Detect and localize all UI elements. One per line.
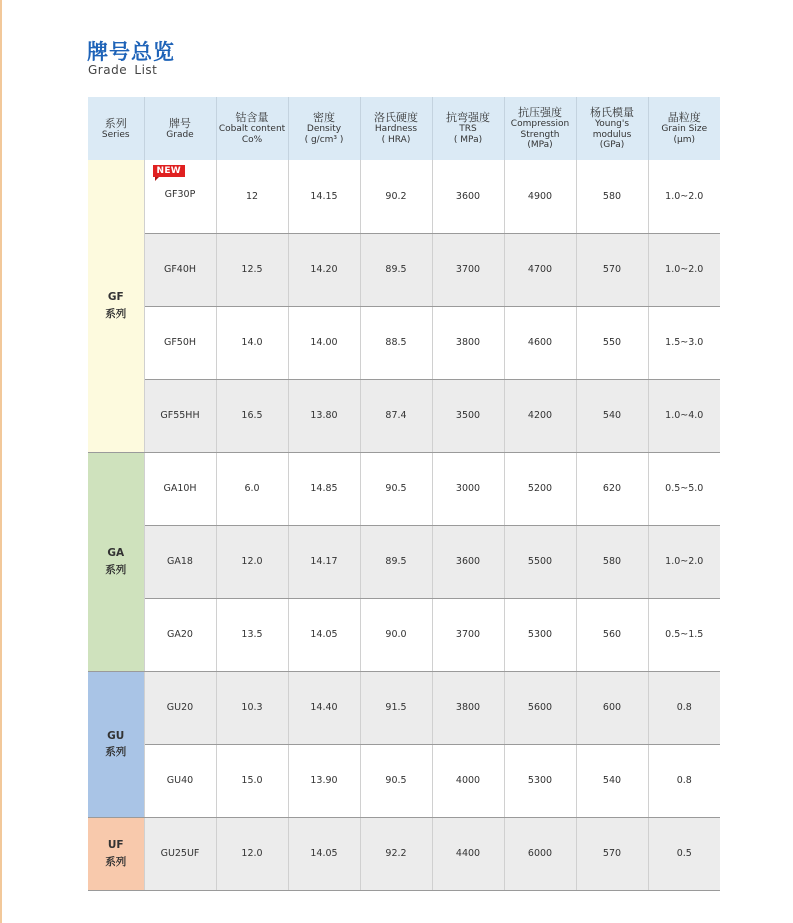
cobalt-cell: 12.5 — [216, 233, 288, 306]
grade-cell: GF55HH — [144, 379, 216, 452]
header-grain: 晶粒度 Grain Size (μm) — [648, 97, 720, 160]
density-cell: 13.90 — [288, 744, 360, 817]
grain-cell: 1.0~2.0 — [648, 525, 720, 598]
trs-cell: 4000 — [432, 744, 504, 817]
table-row — [88, 671, 720, 744]
series-cell-uf: UF 系列 — [88, 817, 144, 890]
density-cell: 14.17 — [288, 525, 360, 598]
grade-cell: GU20 — [144, 671, 216, 744]
grade-cell: GA18 — [144, 525, 216, 598]
grain-cell: 1.0~4.0 — [648, 379, 720, 452]
table-row — [88, 598, 720, 671]
youngs-cell: 550 — [576, 306, 648, 379]
youngs-cell: 560 — [576, 598, 648, 671]
hardness-cell: 89.5 — [360, 525, 432, 598]
hardness-cell: 90.2 — [360, 160, 432, 233]
grade-cell: GA10H — [144, 452, 216, 525]
grain-cell: 1.0~2.0 — [648, 233, 720, 306]
trs-cell: 3000 — [432, 452, 504, 525]
compression-cell: 5300 — [504, 744, 576, 817]
grade-cell: GU40 — [144, 744, 216, 817]
density-cell: 13.80 — [288, 379, 360, 452]
header-compression: 抗压强度 Compression Strength (MPa) — [504, 97, 576, 160]
youngs-cell: 570 — [576, 817, 648, 890]
table-header-row — [88, 97, 720, 160]
new-badge: NEW — [153, 165, 186, 177]
trs-cell: 3500 — [432, 379, 504, 452]
grain-cell: 0.8 — [648, 671, 720, 744]
density-cell: 14.85 — [288, 452, 360, 525]
grain-cell: 1.5~3.0 — [648, 306, 720, 379]
density-cell: 14.15 — [288, 160, 360, 233]
page-left-rule — [0, 0, 2, 923]
grain-cell: 0.5~1.5 — [648, 598, 720, 671]
cobalt-cell: 15.0 — [216, 744, 288, 817]
page-subtitle: Grade List — [88, 63, 158, 77]
cobalt-cell: 12.0 — [216, 817, 288, 890]
density-cell: 14.20 — [288, 233, 360, 306]
table-row — [88, 525, 720, 598]
grade-table — [88, 97, 720, 891]
header-hardness: 洛氏硬度 Hardness ( HRA) — [360, 97, 432, 160]
grain-cell: 1.0~2.0 — [648, 160, 720, 233]
grade-cell: NEW GF30P — [144, 160, 216, 233]
compression-cell: 5300 — [504, 598, 576, 671]
table-row — [88, 160, 720, 233]
trs-cell: 3600 — [432, 525, 504, 598]
youngs-cell: 580 — [576, 160, 648, 233]
grain-cell: 0.5 — [648, 817, 720, 890]
hardness-cell: 87.4 — [360, 379, 432, 452]
compression-cell: 4900 — [504, 160, 576, 233]
density-cell: 14.00 — [288, 306, 360, 379]
hardness-cell: 90.5 — [360, 452, 432, 525]
page-title: 牌号总览 — [87, 40, 175, 64]
trs-cell: 3600 — [432, 160, 504, 233]
youngs-cell: 580 — [576, 525, 648, 598]
grade-cell: GF50H — [144, 306, 216, 379]
table-row — [88, 379, 720, 452]
compression-cell: 4700 — [504, 233, 576, 306]
compression-cell: 5500 — [504, 525, 576, 598]
header-series: 系列 Series — [88, 97, 144, 160]
header-grade: 牌号 Grade — [144, 97, 216, 160]
header-trs: 抗弯强度 TRS ( MPa) — [432, 97, 504, 160]
grade-cell: GU25UF — [144, 817, 216, 890]
youngs-cell: 540 — [576, 379, 648, 452]
youngs-cell: 600 — [576, 671, 648, 744]
compression-cell: 5600 — [504, 671, 576, 744]
hardness-cell: 89.5 — [360, 233, 432, 306]
grade-cell: GF40H — [144, 233, 216, 306]
youngs-cell: 540 — [576, 744, 648, 817]
hardness-cell: 90.5 — [360, 744, 432, 817]
table-row — [88, 233, 720, 306]
density-cell: 14.05 — [288, 817, 360, 890]
hardness-cell: 88.5 — [360, 306, 432, 379]
density-cell: 14.05 — [288, 598, 360, 671]
grain-cell: 0.5~5.0 — [648, 452, 720, 525]
cobalt-cell: 16.5 — [216, 379, 288, 452]
trs-cell: 3800 — [432, 306, 504, 379]
trs-cell: 3700 — [432, 598, 504, 671]
header-cobalt: 钴含量 Cobalt content Co% — [216, 97, 288, 160]
hardness-cell: 91.5 — [360, 671, 432, 744]
cobalt-cell: 12 — [216, 160, 288, 233]
table-row — [88, 817, 720, 890]
cobalt-cell: 12.0 — [216, 525, 288, 598]
hardness-cell: 92.2 — [360, 817, 432, 890]
series-cell-gf: GF 系列 — [88, 160, 144, 452]
compression-cell: 4600 — [504, 306, 576, 379]
series-cell-gu: GU 系列 — [88, 671, 144, 817]
density-cell: 14.40 — [288, 671, 360, 744]
grain-cell: 0.8 — [648, 744, 720, 817]
compression-cell: 4200 — [504, 379, 576, 452]
compression-cell: 5200 — [504, 452, 576, 525]
trs-cell: 3800 — [432, 671, 504, 744]
compression-cell: 6000 — [504, 817, 576, 890]
header-density: 密度 Density ( g/cm³ ) — [288, 97, 360, 160]
cobalt-cell: 13.5 — [216, 598, 288, 671]
youngs-cell: 620 — [576, 452, 648, 525]
trs-cell: 3700 — [432, 233, 504, 306]
cobalt-cell: 10.3 — [216, 671, 288, 744]
header-youngs: 杨氏模量 Young's modulus (GPa) — [576, 97, 648, 160]
series-cell-ga: GA 系列 — [88, 452, 144, 671]
table-row — [88, 744, 720, 817]
table-row — [88, 306, 720, 379]
cobalt-cell: 6.0 — [216, 452, 288, 525]
table-row — [88, 452, 720, 525]
cobalt-cell: 14.0 — [216, 306, 288, 379]
trs-cell: 4400 — [432, 817, 504, 890]
grade-cell: GA20 — [144, 598, 216, 671]
hardness-cell: 90.0 — [360, 598, 432, 671]
youngs-cell: 570 — [576, 233, 648, 306]
